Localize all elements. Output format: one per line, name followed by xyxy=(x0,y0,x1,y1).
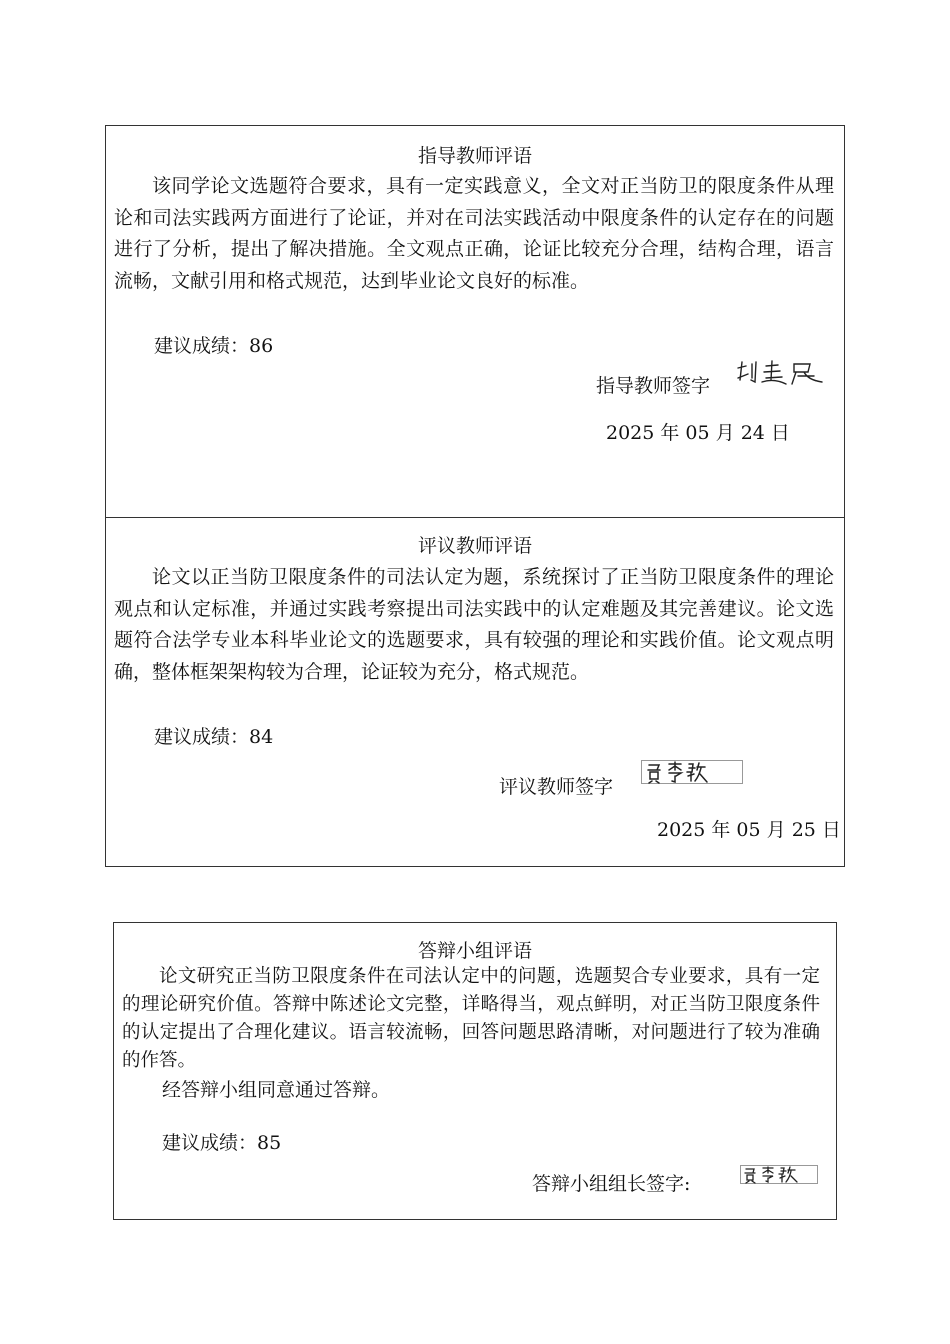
defense-signature-stamp xyxy=(740,1165,818,1184)
defense-signature xyxy=(740,1165,818,1184)
reviewer-grade: 建议成绩：84 xyxy=(154,726,274,748)
defense-comment: 论文研究正当防卫限度条件在司法认定中的问题，选题契合专业要求，具有一定的理论研究价值。答辩中陈述论文完整，详略得当，观点鲜明，对正当防卫限度条件的认定提出了合理化建议。语言较流畅，回答问题思路清晰，对问题进行了较为准确的作答。 xyxy=(122,966,820,1071)
defense-agreement: 经答辩小组同意通过答辩。 xyxy=(162,1079,391,1101)
reviewer-signature-stamp xyxy=(641,760,743,784)
reviewer-title: 评议教师评语 xyxy=(417,535,532,557)
advisor-title: 指导教师评语 xyxy=(417,145,532,167)
defense-title: 答辩小组评语 xyxy=(417,940,532,962)
reviewer-comment: 论文以正当防卫限度条件的司法认定为题，系统探讨了正当防卫限度条件的理论观点和认定标准，并通过实践考察提出司法实践中的认定难题及其完善建议。论文选题符合法学专业本科毕业论文的选题要求，具有较强的理论和实践价值。论文观点明确，整体框架架构较为合理，论证较为充分，格式规范。 xyxy=(114,566,834,683)
defense-grade: 建议成绩：85 xyxy=(162,1132,282,1154)
advisor-comment: 该同学论文选题符合要求，具有一定实践意义，全文对正当防卫的限度条件从理论和司法实践两方面进行了论证，并对在司法实践活动中限度条件的认定存在的问题进行了分析，提出了解决措施。全文观点正确，论证比较充分合理，结构合理，语言流畅，文献引用和格式规范，达到毕业论文良好的标准。 xyxy=(114,175,834,292)
comment-table xyxy=(105,125,845,867)
reviewer-signature xyxy=(641,760,743,784)
defense-table xyxy=(113,922,837,1220)
advisor-handwritten-signature xyxy=(734,358,826,390)
advisor-grade: 建议成绩：86 xyxy=(154,335,274,357)
advisor-signature-label: 指导教师签字 xyxy=(596,375,711,397)
advisor-date: 2025 年 05 月 24 日 xyxy=(606,422,790,444)
section-divider xyxy=(106,517,844,518)
advisor-signature xyxy=(734,358,826,390)
defense-signature-label: 答辩小组组长签字: xyxy=(532,1173,691,1195)
reviewer-date: 2025 年 05 月 25 日 xyxy=(657,819,841,841)
reviewer-signature-label: 评议教师签字 xyxy=(499,776,614,798)
